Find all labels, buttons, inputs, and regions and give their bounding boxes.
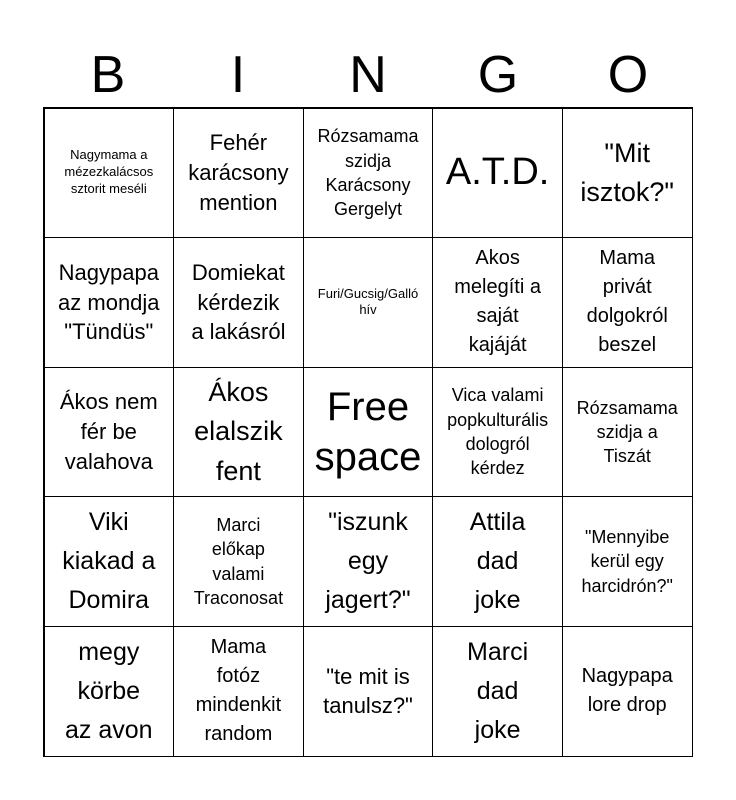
bingo-cell-r4-c5[interactable] bbox=[562, 496, 693, 627]
cell-text: A.T.D. bbox=[445, 151, 550, 194]
cell-text: Ákos elalszik fent bbox=[194, 377, 283, 486]
bingo-cell-r4-c3[interactable] bbox=[303, 496, 434, 627]
cell-text: Furi/Gucsig/Galló hív bbox=[317, 285, 419, 318]
cell-text: Marci dad joke bbox=[467, 638, 529, 744]
header-letter-b: B bbox=[90, 46, 126, 104]
bingo-cell-r4-c4[interactable] bbox=[432, 496, 563, 627]
cell-text: Viki kiakad a Domira bbox=[62, 508, 156, 614]
bingo-cell-r1-c3[interactable] bbox=[303, 108, 434, 239]
bingo-grid bbox=[43, 107, 693, 757]
cell-text: Nagymama a mézezkalácsos sztorit meséli bbox=[64, 147, 154, 197]
cell-text: "te mit is tanulsz?" bbox=[323, 663, 413, 719]
cell-text: Akos melegíti a saját kajáját bbox=[454, 247, 541, 357]
bingo-header bbox=[43, 42, 693, 108]
bingo-cell-r1-c5[interactable] bbox=[562, 108, 693, 239]
cell-text: "Mennyibe kerül egy harcidrón?" bbox=[581, 527, 673, 596]
cell-text: Domiekat kérdezik a lakásról bbox=[191, 259, 286, 345]
bingo-cell-r1-c2[interactable] bbox=[173, 108, 304, 239]
cell-text: Marci előkap valami Traconosat bbox=[193, 515, 284, 608]
bingo-cell-r5-c2[interactable] bbox=[173, 626, 304, 757]
cell-text: Rózsamama szidja a Tiszát bbox=[576, 397, 678, 467]
cell-text: "Mit isztok?" bbox=[580, 137, 674, 207]
cell-text: Mama privát dolgokról beszel bbox=[586, 247, 668, 357]
cell-text: Ákos nem fér be valahova bbox=[59, 389, 158, 474]
header-letter-g: G bbox=[477, 46, 519, 104]
bingo-cell-r1-c1[interactable] bbox=[44, 108, 175, 239]
bingo-cell-r5-c5[interactable] bbox=[562, 626, 693, 757]
bingo-cell-r3-c2[interactable] bbox=[173, 367, 304, 498]
cell-text: Rózsamama szidja Karácsony Gergelyt bbox=[317, 126, 419, 220]
bingo-cell-r4-c1[interactable] bbox=[44, 496, 175, 627]
bingo-cell-r5-c3[interactable] bbox=[303, 626, 434, 757]
bingo-cell-r2-c1[interactable] bbox=[44, 237, 175, 368]
bingo-cell-r2-c3[interactable] bbox=[303, 237, 434, 368]
cell-text: Free space bbox=[314, 384, 422, 479]
bingo-cell-r5-c1[interactable] bbox=[44, 626, 175, 757]
bingo-cell-r4-c2[interactable] bbox=[173, 496, 304, 627]
cell-text: Mama fotóz mindenkit random bbox=[195, 636, 282, 746]
bingo-cell-r2-c2[interactable] bbox=[173, 237, 304, 368]
bingo-cell-r2-c5[interactable] bbox=[562, 237, 693, 368]
cell-text: Nagypapa az mondja "Tündüs" bbox=[58, 259, 160, 345]
bingo-cell-r3-c4[interactable] bbox=[432, 367, 563, 498]
header-letter-i: I bbox=[230, 46, 246, 104]
cell-text: "iszunk egy jagert?" bbox=[325, 508, 411, 614]
header-letter-n: N bbox=[349, 46, 387, 104]
bingo-cell-r1-c4[interactable] bbox=[432, 108, 563, 239]
cell-text: Nagypapa lore drop bbox=[581, 665, 673, 717]
cell-text: Attila dad joke bbox=[469, 508, 526, 614]
cell-text: megy körbe az avon bbox=[65, 638, 153, 744]
bingo-cell-r3-c1[interactable] bbox=[44, 367, 175, 498]
cell-text: Vica valami popkulturális dologról kérdez bbox=[447, 385, 549, 479]
bingo-cell-r2-c4[interactable] bbox=[432, 237, 563, 368]
free-space-cell[interactable] bbox=[303, 367, 434, 498]
header-letter-o: O bbox=[607, 46, 649, 104]
bingo-cell-r3-c5[interactable] bbox=[562, 367, 693, 498]
bingo-cell-r5-c4[interactable] bbox=[432, 626, 563, 757]
cell-text: Fehér karácsony mention bbox=[188, 130, 289, 215]
